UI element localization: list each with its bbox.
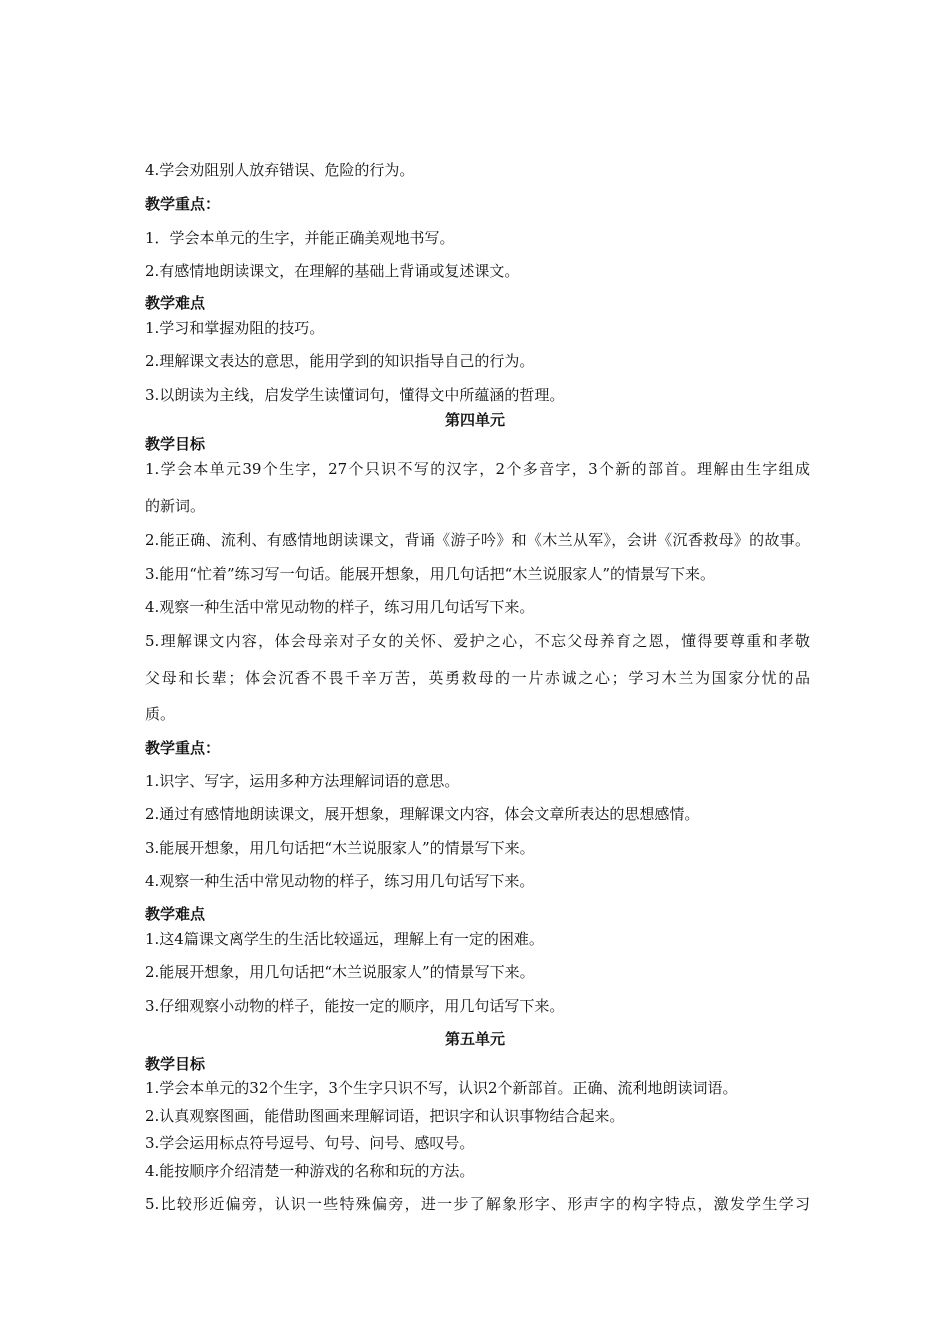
unit-4-goal-1-cont: 的新词。 bbox=[145, 497, 206, 515]
unit-5-goal: 3.学会运用标点符号逗号、句号、问号、感叹号。 bbox=[145, 1134, 475, 1152]
unit-4-goal-5-cont: 父母和长辈；体会沉香不畏千辛万苦，英勇救母的一片赤诚之心；学习木兰为国家分忧的品 bbox=[145, 669, 810, 687]
key-point-item: 2.有感情地朗读课文，在理解的基础上背诵或复述课文。 bbox=[145, 262, 520, 280]
unit-4-goal-heading: 教学目标 bbox=[145, 435, 206, 453]
unit-4-difficulty: 1.这4篇课文离学生的生活比较遥远，理解上有一定的困难。 bbox=[145, 930, 544, 948]
key-points-heading: 教学重点： bbox=[145, 195, 221, 213]
unit-4-goal-3: 3.能用“忙着”练习写一句话。能展开想象，用几句话把“木兰说服家人”的情景写下来。 bbox=[145, 565, 715, 583]
difficulty-heading: 教学难点 bbox=[145, 294, 206, 312]
unit-4-key-point: 4.观察一种生活中常见动物的样子，练习用几句话写下来。 bbox=[145, 872, 535, 890]
unit-4-key-point: 1.识字、写字，运用多种方法理解词语的意思。 bbox=[145, 772, 460, 790]
unit-4-difficulty: 3.仔细观察小动物的样子，能按一定的顺序，用几句话写下来。 bbox=[145, 997, 565, 1015]
goal-item-4: 4.学会劝阻别人放弃错误、危险的行为。 bbox=[145, 161, 415, 179]
difficulty-item: 1.学习和掌握劝阻的技巧。 bbox=[145, 319, 325, 337]
difficulty-item: 3.以朗读为主线，启发学生读懂词句，懂得文中所蕴涵的哲理。 bbox=[145, 386, 565, 404]
unit-4-key-heading: 教学重点： bbox=[145, 739, 221, 757]
unit-5-goal-heading: 教学目标 bbox=[145, 1055, 206, 1073]
unit-4-title: 第四单元 bbox=[444, 411, 505, 429]
unit-4-key-point: 3.能展开想象，用几句话把“木兰说服家人”的情景写下来。 bbox=[145, 839, 535, 857]
unit-4-difficulty: 2.能展开想象，用几句话把“木兰说服家人”的情景写下来。 bbox=[145, 963, 535, 981]
unit-4-difficulty-heading: 教学难点 bbox=[145, 905, 206, 923]
unit-5-goal: 5.比较形近偏旁，认识一些特殊偏旁，进一步了解象形字、形声字的构字特点，激发学生学习 bbox=[145, 1195, 810, 1213]
unit-5-goal: 4.能按顺序介绍清楚一种游戏的名称和玩的方法。 bbox=[145, 1162, 475, 1180]
unit-5-goal: 2.认真观察图画，能借助图画来理解词语，把识字和认识事物结合起来。 bbox=[145, 1107, 625, 1125]
unit-4-goal-5: 5.理解课文内容，体会母亲对子女的关怀、爱护之心，不忘父母养育之恩，懂得要尊重和孝敬 bbox=[145, 632, 810, 650]
unit-4-key-point: 2.通过有感情地朗读课文，展开想象，理解课文内容，体会文章所表达的思想感情。 bbox=[145, 805, 700, 823]
unit-4-goal-5-end: 质。 bbox=[145, 705, 176, 723]
unit-4-goal-2: 2.能正确、流利、有感情地朗读课文，背诵《游子吟》和《木兰从军》，会讲《沉香救母》的故事。 bbox=[145, 531, 810, 549]
difficulty-item: 2.理解课文表达的意思，能用学到的知识指导自己的行为。 bbox=[145, 352, 535, 370]
unit-4-goal-4: 4.观察一种生活中常见动物的样子，练习用几句话写下来。 bbox=[145, 598, 535, 616]
unit-5-title: 第五单元 bbox=[444, 1030, 505, 1048]
unit-4-goal-1: 1.学会本单元39个生字，27个只识不写的汉字，2个多音字，3个新的部首。理解由生字组成 bbox=[145, 460, 810, 478]
key-point-item: 1．学会本单元的生字，并能正确美观地书写。 bbox=[145, 229, 455, 247]
unit-5-goal: 1.学会本单元的32个生字，3个生字只识不写，认识2个新部首。正确、流利地朗读词语。 bbox=[145, 1079, 738, 1097]
